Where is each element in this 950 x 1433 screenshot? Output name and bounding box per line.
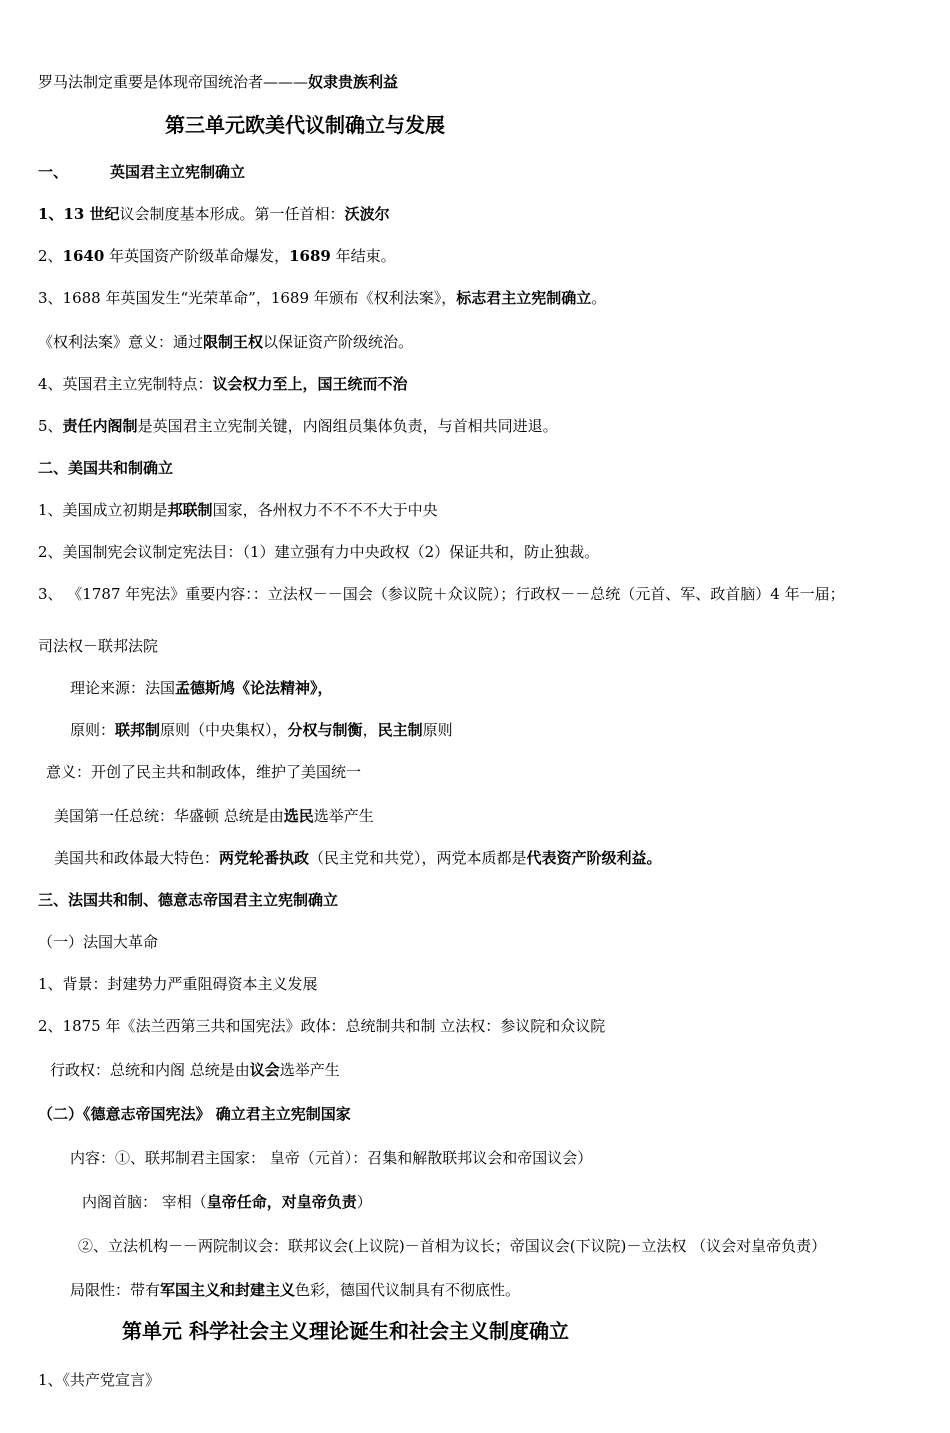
line-12: 2、美国制宪会议制定宪法目：（1）建立强有力中央政权（2）保证共和，防止独裁。 bbox=[38, 543, 600, 561]
unit-four-title: 第单元 科学社会主义理论诞生和社会主义制度确立 bbox=[122, 1319, 569, 1343]
line-19: 美国共和政体最大特色：两党轮番执政（民主党和共党），两党本质都是代表资产阶级利益。 bbox=[54, 849, 662, 867]
line-07: 《权利法案》意义：通过限制王权以保证资产阶级统治。 bbox=[38, 333, 414, 351]
line-04: 1、13 世纪议会制度基本形成。第一任首相：沃波尔 bbox=[38, 205, 390, 223]
line-28: ②、立法机构－－两院制议会：联邦议会(上议院)－首相为议长；帝国议会(下议院)－立法权 （议会对皇帝负责） bbox=[78, 1237, 827, 1255]
line-24: 行政权：总统和内阁 总统是由议会选举产生 bbox=[50, 1061, 340, 1079]
line-16: 原则：联邦制原则（中央集权），分权与制衡，民主制原则 bbox=[70, 721, 453, 739]
line-14: 司法权－联邦法院 bbox=[38, 637, 159, 655]
line-06: 3、1688 年英国发生“光荣革命”，1689 年颁布《权利法案》，标志君主立宪制确立。 bbox=[38, 289, 607, 307]
section-two-heading: 二、美国共和制确立 bbox=[38, 459, 174, 477]
section-one-heading: 一、 英国君主立宪制确立 bbox=[38, 163, 246, 181]
line-27: 内阁首脑： 宰相（皇帝任命，对皇帝负责） bbox=[82, 1193, 372, 1211]
line-31: 1、《共产党宣言》 bbox=[38, 1371, 161, 1389]
unit-three-title: 第三单元欧美代议制确立与发展 bbox=[165, 113, 445, 137]
line-29: 局限性：带有军国主义和封建主义色彩，德国代议制具有不彻底性。 bbox=[70, 1281, 521, 1299]
section-three-heading: 三、法国共和制、德意志帝国君主立宪制确立 bbox=[38, 891, 339, 909]
line-11: 1、美国成立初期是邦联制国家，各州权力不不不不大于中央 bbox=[38, 501, 438, 519]
line-18: 美国第一任总统：华盛顿 总统是由选民选举产生 bbox=[54, 807, 374, 825]
line-23: 2、1875 年《法兰西第三共和国宪法》政体：总统制共和制 立法权：参议院和众议院 bbox=[38, 1017, 606, 1035]
line-17: 意义：开创了民主共和制政体，维护了美国统一 bbox=[46, 763, 362, 781]
line-09: 5、责任内阁制是英国君主立宪制关键，内阁组员集体负责，与首相共同进退。 bbox=[38, 417, 558, 435]
line-13: 3、 《1787 年宪法》重要内容：：立法权－－国会（参议院＋众议院）；行政权－－总统（元首、军、政首脑）4 年一届； bbox=[38, 585, 845, 603]
line-22: 1、背景：封建势力严重阻碍资本主义发展 bbox=[38, 975, 318, 993]
line-08: 4、英国君主立宪制特点：议会权力至上，国王统而不治 bbox=[38, 375, 408, 393]
line-15: 理论来源：法国孟德斯鸠《论法精神》， bbox=[70, 679, 333, 697]
line-05: 2、1640 年英国资产阶级革命爆发，1689 年结束。 bbox=[38, 247, 396, 265]
line-21: （一）法国大革命 bbox=[38, 933, 159, 951]
line-26: 内容：①、联邦制君主国家： 皇帝（元首）：召集和解散联邦议会和帝国议会） bbox=[70, 1149, 593, 1167]
line-01: 罗马法制定重要是体现帝国统治者———奴隶贵族利益 bbox=[38, 73, 399, 91]
subsection-two-heading: （二）《德意志帝国宪法》 确立君主立宪制国家 bbox=[38, 1105, 351, 1123]
